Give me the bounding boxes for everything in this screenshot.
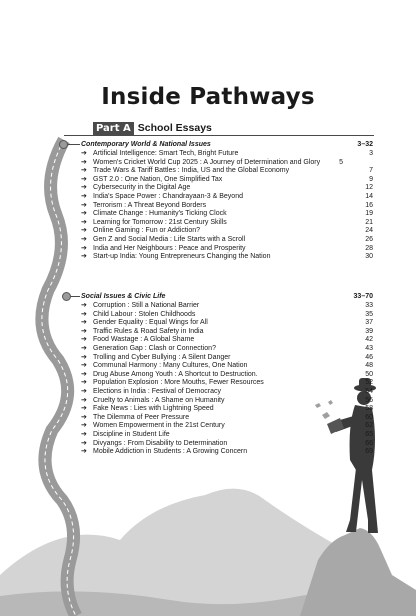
page-number: 21 xyxy=(365,218,373,226)
page-number: 33 xyxy=(365,302,373,309)
essay-entry[interactable] xyxy=(81,336,373,345)
section-heading xyxy=(81,140,373,149)
section-marker xyxy=(62,292,71,301)
section-pages: 3–32 xyxy=(357,141,373,148)
section-connector xyxy=(66,144,80,145)
essay-title: Corruption : Still a National Barrier xyxy=(93,302,200,309)
page-number: 46 xyxy=(365,353,373,361)
arrow-icon: ➔ xyxy=(81,344,87,352)
section-pages: 33–70 xyxy=(353,293,373,300)
essay-title: India's Space Power : Chandrayaan-3 & Beyond xyxy=(93,192,243,200)
page-number: 54 xyxy=(365,387,373,395)
page-number: 12 xyxy=(365,184,373,192)
section-marker xyxy=(59,140,68,149)
arrow-icon: ➔ xyxy=(81,353,87,361)
arrow-icon: ➔ xyxy=(81,448,87,456)
essay-title: Gen Z and Social Media : Life Starts with a Scroll xyxy=(93,235,246,243)
essay-title: Cybersecurity in the Digital Age xyxy=(93,184,191,192)
essay-entry[interactable] xyxy=(81,227,373,236)
page-number: 39 xyxy=(365,327,373,335)
arrow-icon: ➔ xyxy=(81,310,87,318)
essay-entry[interactable] xyxy=(81,414,373,423)
arrow-icon: ➔ xyxy=(81,201,87,209)
page-number: 48 xyxy=(365,362,373,370)
essay-title: Child Labour : Stolen Childhoods xyxy=(93,310,196,318)
page-number: 42 xyxy=(365,336,373,344)
essay-title: Elections in India : Festival of Democracy xyxy=(93,387,221,395)
page-number: 60 xyxy=(365,413,373,421)
arrow-icon: ➔ xyxy=(81,184,87,192)
page-number: 66 xyxy=(365,439,373,447)
essay-entry[interactable] xyxy=(81,354,373,363)
page-title: Inside Pathways xyxy=(101,84,315,110)
section-title: Social Issues & Civic Life xyxy=(81,293,166,300)
essay-title: Women Empowerment in the 21st Century xyxy=(93,422,225,430)
essay-title: GST 2.0 : One Nation, One Simplified Tax xyxy=(93,175,223,183)
essay-title: Gender Equality : Equal Wings for All xyxy=(93,319,208,327)
page-number: 14 xyxy=(365,192,373,200)
essay-entry[interactable] xyxy=(81,176,373,185)
page-number: 24 xyxy=(365,227,373,235)
arrow-icon: ➔ xyxy=(81,235,87,243)
page-number: 9 xyxy=(369,175,373,183)
essay-entry[interactable] xyxy=(81,440,373,449)
arrow-icon: ➔ xyxy=(81,413,87,421)
essay-entry[interactable] xyxy=(81,431,373,440)
essay-entry[interactable] xyxy=(81,236,373,245)
page-number: 52 xyxy=(365,379,373,387)
arrow-icon: ➔ xyxy=(81,405,87,413)
section-heading xyxy=(81,292,373,301)
arrow-icon: ➔ xyxy=(81,336,87,344)
essay-entry[interactable] xyxy=(81,210,373,219)
essay-title: Mobile Addiction in Students : A Growing Concern xyxy=(93,448,248,456)
essay-title: Discipline in Student Life xyxy=(93,430,170,438)
page-number: 16 xyxy=(365,201,373,209)
essay-entry[interactable] xyxy=(81,448,373,457)
essay-title: Climate Change : Humanity's Ticking Clock xyxy=(93,210,227,218)
essay-list xyxy=(81,150,373,262)
page-number: 28 xyxy=(365,244,373,252)
essay-title: Learning for Tomorrow : 21st Century Skills xyxy=(93,218,227,226)
page-number: 43 xyxy=(365,344,373,352)
essay-title: India and Her Neighbours : Peace and Prosperity xyxy=(93,244,246,252)
essay-title: Artificial Intelligence: Smart Tech, Bright Future xyxy=(93,150,239,157)
essay-title: Divyangs : From Disability to Determination xyxy=(93,439,228,447)
part-underline xyxy=(64,135,374,136)
arrow-icon: ➔ xyxy=(81,327,87,335)
essay-entry[interactable] xyxy=(81,184,373,193)
essay-title: The Dilemma of Peer Pressure xyxy=(93,413,190,421)
essay-title: Start-up India: Young Entrepreneurs Changing the Nation xyxy=(93,253,271,261)
arrow-icon: ➔ xyxy=(81,210,87,218)
page-number: 35 xyxy=(365,310,373,318)
arrow-icon: ➔ xyxy=(81,362,87,370)
essay-title: Online Gaming : Fun or Addiction? xyxy=(93,227,201,235)
essay-entry[interactable] xyxy=(81,202,373,211)
essay-title: Fake News : Lies with Lightning Speed xyxy=(93,405,214,413)
arrow-icon: ➔ xyxy=(81,150,87,157)
arrow-icon: ➔ xyxy=(81,319,87,327)
page-number: 37 xyxy=(365,319,373,327)
essay-title: Drug Abuse Among Youth : A Shortcut to Destruction. xyxy=(93,370,258,378)
essay-entry[interactable] xyxy=(81,253,373,262)
essay-entry[interactable] xyxy=(81,328,373,337)
page-number: 58 xyxy=(365,405,373,413)
page-number: 30 xyxy=(365,253,373,261)
essay-title: Generation Gap : Clash or Connection? xyxy=(93,344,216,352)
essay-entry[interactable] xyxy=(81,245,373,254)
page-number: 65 xyxy=(365,430,373,438)
essay-entry[interactable] xyxy=(81,311,373,320)
arrow-icon: ➔ xyxy=(81,244,87,252)
essay-title: Women's Cricket World Cup 2025 : A Journey of Determination and Glory xyxy=(93,158,321,166)
page-number: 19 xyxy=(365,210,373,218)
arrow-icon: ➔ xyxy=(81,158,87,166)
arrow-icon: ➔ xyxy=(81,227,87,235)
essay-entry[interactable] xyxy=(81,379,373,388)
arrow-icon: ➔ xyxy=(81,302,87,309)
essay-entry[interactable] xyxy=(81,219,373,228)
page-number: 69 xyxy=(365,448,373,456)
essay-list xyxy=(81,302,373,457)
page-number: 50 xyxy=(365,370,373,378)
essay-entry[interactable] xyxy=(81,319,373,328)
essay-entry[interactable] xyxy=(81,302,373,311)
part-badge: Part A xyxy=(93,122,134,135)
section-title: Contemporary World & National Issues xyxy=(81,141,211,148)
essay-entry[interactable] xyxy=(81,371,373,380)
arrow-icon: ➔ xyxy=(81,379,87,387)
page-number: 26 xyxy=(365,235,373,243)
essay-entry[interactable] xyxy=(81,388,373,397)
part-label: School Essays xyxy=(137,122,212,134)
page-number: 5 xyxy=(339,158,343,166)
essay-entry[interactable] xyxy=(81,167,373,176)
essay-title: Food Wastage : A Global Shame xyxy=(93,336,195,344)
arrow-icon: ➔ xyxy=(81,430,87,438)
essay-entry[interactable] xyxy=(81,193,373,202)
page-number: 56 xyxy=(365,396,373,404)
page-number: 62 xyxy=(365,422,373,430)
essay-entry[interactable] xyxy=(81,159,373,168)
essay-title: Cruelty to Animals : A Shame on Humanity xyxy=(93,396,225,404)
essay-title: Trade Wars & Tariff Battles : India, US and the Global Economy xyxy=(93,167,290,175)
arrow-icon: ➔ xyxy=(81,218,87,226)
essay-title: Population Explosion : More Mouths, Fewer Resources xyxy=(93,379,264,387)
essay-title: Trolling and Cyber Bullying : A Silent Danger xyxy=(93,353,231,361)
arrow-icon: ➔ xyxy=(81,370,87,378)
part-heading xyxy=(93,122,212,135)
page-number: 7 xyxy=(369,167,373,175)
arrow-icon: ➔ xyxy=(81,422,87,430)
arrow-icon: ➔ xyxy=(81,175,87,183)
essay-entry[interactable] xyxy=(81,397,373,406)
arrow-icon: ➔ xyxy=(81,439,87,447)
essay-entry[interactable] xyxy=(81,405,373,414)
essay-entry[interactable] xyxy=(81,362,373,371)
page-number: 3 xyxy=(369,150,373,157)
essay-entry[interactable] xyxy=(81,422,373,431)
arrow-icon: ➔ xyxy=(81,396,87,404)
essay-entry[interactable] xyxy=(81,345,373,354)
arrow-icon: ➔ xyxy=(81,167,87,175)
arrow-icon: ➔ xyxy=(81,253,87,261)
essay-title: Communal Harmony : Many Cultures, One Nation xyxy=(93,362,248,370)
arrow-icon: ➔ xyxy=(81,192,87,200)
essay-entry[interactable] xyxy=(81,150,373,159)
essay-title: Traffic Rules & Road Safety in India xyxy=(93,327,204,335)
essay-title: Terrorism : A Threat Beyond Borders xyxy=(93,201,207,209)
arrow-icon: ➔ xyxy=(81,387,87,395)
